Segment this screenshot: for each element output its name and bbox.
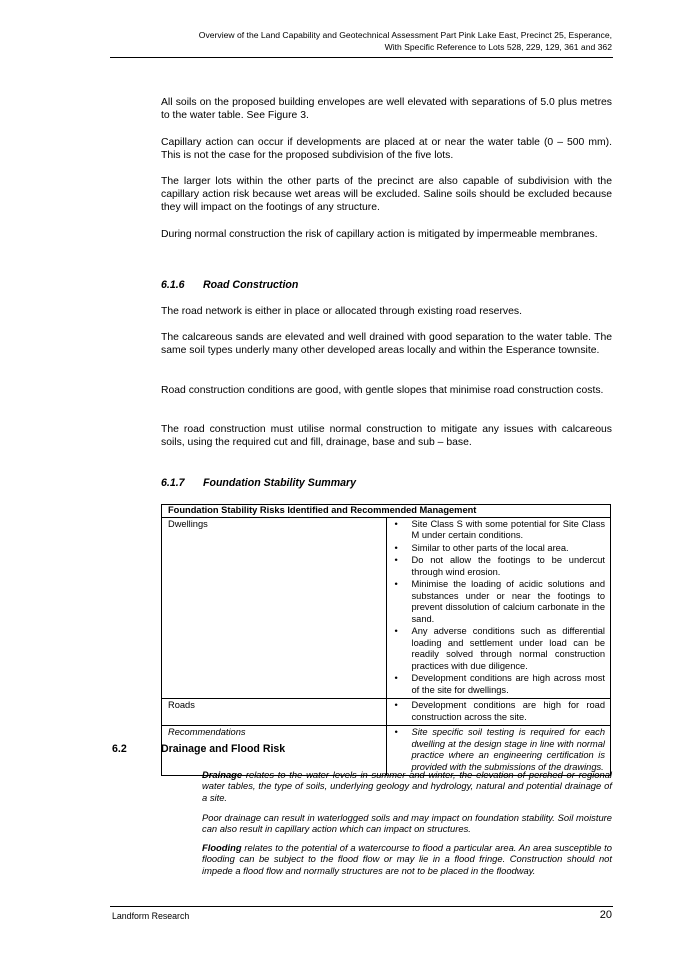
subheading-number: 6.1.6 xyxy=(161,279,185,291)
foundation-stability-table xyxy=(161,504,611,776)
paragraph-flooding-definition xyxy=(202,842,612,876)
footer-rule xyxy=(110,906,613,907)
section-title: Drainage and Flood Risk xyxy=(161,743,286,755)
table-category: Recommendations xyxy=(162,726,387,776)
bullet-item: • Do not allow the footings to be undercut through wind erosion. xyxy=(393,555,606,578)
paragraph-road-conditions: Road construction conditions are good, with gentle slopes that minimise road construction costs. xyxy=(161,385,604,396)
table-category: Roads xyxy=(162,699,387,726)
bullet-item: • Development conditions are high across most of the site for dwellings. xyxy=(393,673,606,696)
table-header-row xyxy=(162,505,611,518)
header-rule xyxy=(110,57,613,58)
flooding-definition-text: relates to the potential of a watercourse to flood a particular area. An area susceptible to flooding can be subject to the flood flow or may lie in a flood fringe. Construction should not impede a flood flow and normally structures are not to be placed in the floodway. xyxy=(202,842,612,876)
paragraph-larger-lots: The larger lots within the other parts of the precinct are also capable of subdivision with the capillary action risk because wet areas will be excluded. Saline soils should be excluded because they will impact on the footings of any structure. xyxy=(161,176,612,214)
table-category: Dwellings xyxy=(162,517,387,699)
bullet-item: • Site specific soil testing is required for each dwelling at the design stage in line with normal practice where an engineering certification is provided with the submissions of the drawings. xyxy=(393,727,606,773)
paragraph-calcareous-sands: The calcareous sands are elevated and well drained with good separation to the water table. The same soil types underly many other developed areas locally and within the Esperance townsite. xyxy=(161,332,612,357)
paragraph-road-network: The road network is either in place or allocated through existing road reserves. xyxy=(161,306,522,317)
paragraph-impermeable-membranes: During normal construction the risk of capillary action is mitigated by impermeable membranes. xyxy=(161,229,598,240)
term-drainage: Drainage xyxy=(202,769,243,780)
bullet-list xyxy=(393,727,606,773)
paragraph-poor-drainage: Poor drainage can result in waterlogged soils and may impact on foundation stability. Soil moisture can also result in capillary action which can impact on structures. xyxy=(202,812,612,835)
table-items-cell xyxy=(386,699,611,726)
table-heading: Foundation Stability Risks Identified and Recommended Management xyxy=(162,505,611,518)
running-header-line-1: Overview of the Land Capability and Geotechnical Assessment Part Pink Lake East, Precinct 25, Esperance, xyxy=(198,30,612,40)
paragraph-capillary-action: Capillary action can occur if developments are placed at or near the water table (0 – 500 mm). This is not the case for the proposed subdivision of the five lots. xyxy=(161,137,612,162)
table-row-dwellings xyxy=(162,517,611,699)
paragraph-road-construction: The road construction must utilise normal construction to mitigate any issues with calcareous soils, using the required cut and fill, drainage, base and sub – base. xyxy=(161,424,612,449)
paragraph-drainage-definition xyxy=(202,769,612,803)
bullet-list xyxy=(393,519,606,697)
subheading-foundation-stability xyxy=(161,477,356,489)
bullet-item: • Similar to other parts of the local area. xyxy=(393,543,606,555)
running-header xyxy=(92,30,612,53)
footer-organisation: Landform Research xyxy=(112,911,190,921)
bullet-list xyxy=(393,700,606,723)
term-flooding: Flooding xyxy=(202,842,242,853)
bullet-item: • Site Class S with some potential for Site Class M under certain conditions. xyxy=(393,519,606,542)
bullet-item: • Development conditions are high for road construction across the site. xyxy=(393,700,606,723)
table-items-cell xyxy=(386,726,611,776)
subheading-road-construction xyxy=(161,279,298,291)
page-number: 20 xyxy=(599,909,612,921)
table-items-cell xyxy=(386,517,611,699)
drainage-definition-text: relates to the water levels in summer and winter, the elevation of perched or regional water tables, the type of soils, underlying geology and hydrology, natural and potential drainage of a site. xyxy=(202,769,612,803)
subheading-number: 6.1.7 xyxy=(161,477,185,489)
paragraph-building-envelopes: All soils on the proposed building envelopes are well elevated with separations of 5.0 plus metres to the water table. See Figure 3. xyxy=(161,97,612,122)
bullet-item: • Minimise the loading of acidic solutions and substances under or near the footings to prevent dissolution of calcium carbonate in the sand. xyxy=(393,579,606,625)
table-row-roads xyxy=(162,699,611,726)
subheading-title: Foundation Stability Summary xyxy=(203,477,357,489)
section-number: 6.2 xyxy=(112,743,127,755)
running-header-line-2: With Specific Reference to Lots 528, 229, 129, 361 and 362 xyxy=(384,41,612,52)
bullet-item: • Any adverse conditions such as differential loading and settlement under load can be readily solved through normal construction practices with due diligence. xyxy=(393,626,606,672)
subheading-title: Road Construction xyxy=(203,279,299,291)
